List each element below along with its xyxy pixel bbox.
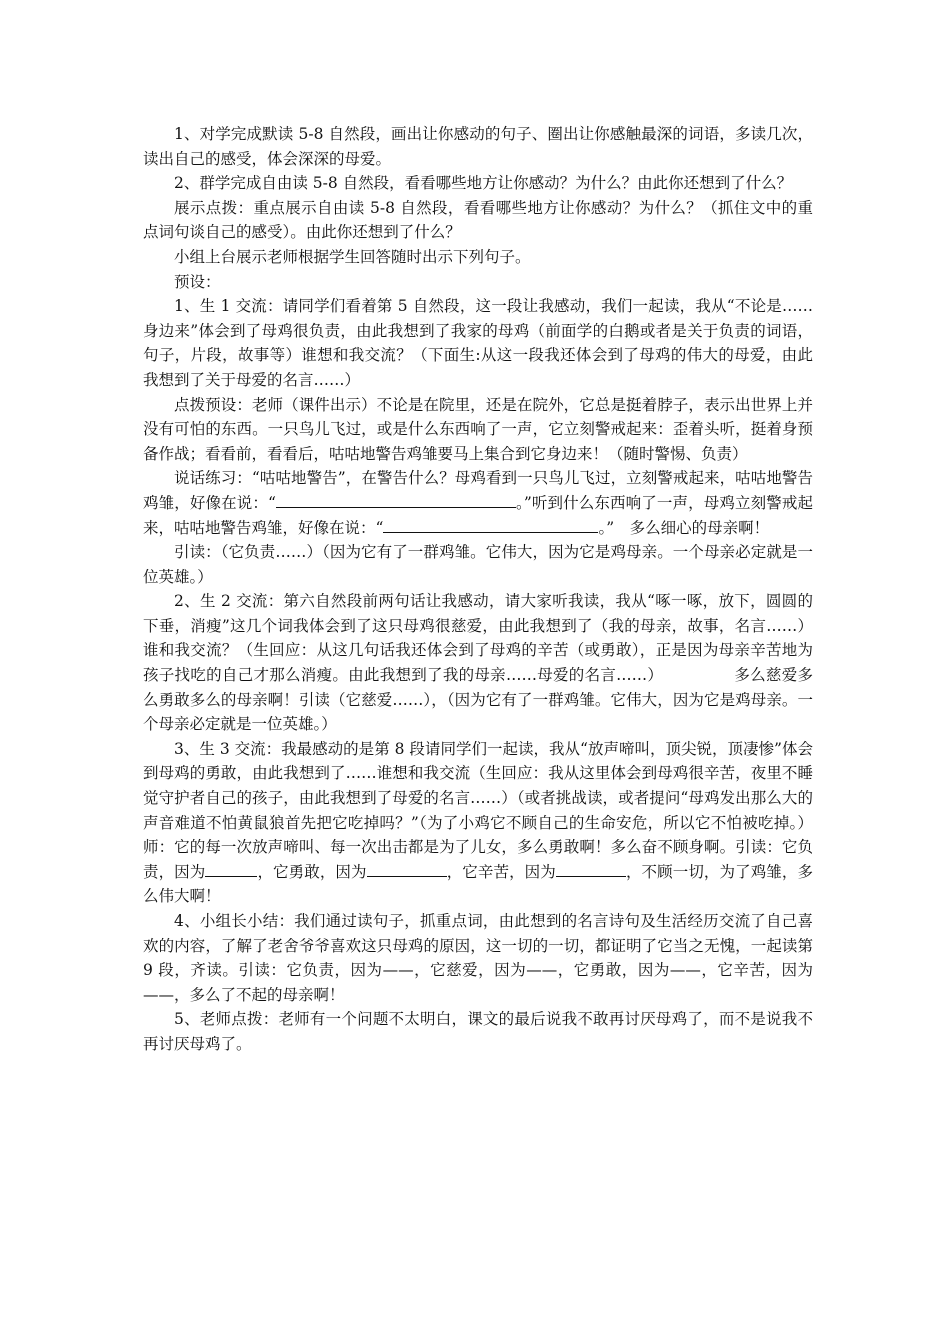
paragraph-9: 2、生 2 交流：第六自然段前两句话让我感动，请大家听我读，我从“啄一啄，放下，圆圆的下垂，消瘦”这几个词我体会到了这只母鸡很慈爱，由此我想到了（我的母亲，故事，名言……）谁和我交流？（生回应：从这几句话我还体会到了母鸡的辛苦（或勇敢），正是因为母亲辛苦地为孩子找吃的自己才那么消瘦。由此我想到了我的母亲……母爱的名言……） 多么慈爱多么勇敢多么的母亲啊！引读（它慈爱……），（因为它有了一群鸡雏。它伟大，因为它是鸡母亲。一个母亲必定就是一位英雄。） <box>143 592 813 734</box>
speech-practice-text-1: 说话练习：“咕咕地警告”，在警告什么？母鸡看到一只鸟儿飞过，立刻警戒起来，咕咕地警告鸡雏，好像在说：“ <box>143 469 813 512</box>
speech-practice-text-2: 。”听到什么东西响了一声，母鸡立刻警戒起来，咕咕地警告鸡雏，好像在说：“ <box>143 493 813 537</box>
fill-blank <box>367 860 447 877</box>
para3-text-3: ，它辛苦，因为 <box>446 862 556 881</box>
para3-text-1: 3、生 3 交流：我最感动的是第 8 段请同学们一起读，我从“放声啼叫，顶尖锐，顶凄惨”体会到母鸡的勇敢，由此我想到了……谁想和我交流（生回应：我从这里体会到母鸡很辛苦，夜里不睡觉守护者自己的孩子，由此我想到了母爱的名言……）（或者挑战读，或者提问“母鸡发出那么大的声音难道不怕黄鼠狼首先把它吃掉吗？”（为了小鸡它不顾自己的生命安危，所以它不怕被吃掉。）师：它的每一次放声啼叫、每一次出击都是为了儿女，多么勇敢啊！多么奋不顾身啊。引读：它负责，因为 <box>143 739 813 881</box>
paragraph-2: 2、群学完成自由读 5-8 自然段，看看哪些地方让你感动？为什么？由此你还想到了什么？ <box>174 174 793 193</box>
para3-text-2: ，它勇敢，因为 <box>257 862 367 881</box>
fill-blank <box>276 491 516 508</box>
paragraph-4: 小组上台展示老师根据学生回答随时出示下列句子。 <box>174 247 531 266</box>
fill-blank <box>383 516 598 533</box>
speech-practice-paragraph <box>143 466 813 540</box>
paragraph-10 <box>143 737 813 909</box>
speech-practice-text-3: 。” 多么细心的母亲啊！ <box>598 518 770 537</box>
paragraph-8: 引读：（它负责……）（因为它有了一群鸡雏。它伟大，因为它是鸡母亲。一个母亲必定就是一位英雄。） <box>143 543 813 586</box>
paragraph-11: 4、小组长小结：我们通过读句子，抓重点词，由此想到的名言诗句及生活经历交流了自己喜欢的内容，了解了老舍爷爷喜欢这只母鸡的原因，这一切的一切，都证明了它当之无愧，一起读第 9 段，齐读。引读：它负责，因为——，它慈爱，因为——，它勇敢，因为——，它辛苦，因为——，多么了不起的母亲啊！ <box>143 912 813 1004</box>
paragraph-7: 点拨预设：老师（课件出示）不论是在院里，还是在院外，它总是挺着脖子，表示出世界上并没有可怕的东西。一只鸟儿飞过，或是什么东西响了一声，它立刻警戒起来：歪着头听，挺着身预备作战；看看前，看看后，咕咕地警告鸡雏要马上集合到它身边来！（随时警惕、负责） <box>143 395 813 463</box>
document-page <box>143 122 813 1057</box>
para3-text-4: ，不顾一切，为了鸡雏，多么伟大啊！ <box>143 862 813 906</box>
paragraph-12: 5、老师点拨：老师有一个问题不太明白，课文的最后说我不敢再讨厌母鸡了，而不是说我不再讨厌母鸡了。 <box>143 1010 813 1053</box>
paragraph-3: 展示点拨：重点展示自由读 5-8 自然段，看看哪些地方让你感动？为什么？（抓住文中的重点词句谈自己的感受）。由此你还想到了什么？ <box>143 198 813 242</box>
paragraph-1: 1、对学完成默读 5-8 自然段，画出让你感动的句子、圈出让你感触最深的词语，多读几次，读出自己的感受，体会深深的母爱。 <box>143 125 813 168</box>
paragraph-6: 1、生 1 交流：请同学们看着第 5 自然段，这一段让我感动，我们一起读，我从“不论是……身边来”体会到了母鸡很负责，由此我想到了我家的母鸡（前面学的白鹅或者是关于负责的词语，句子，片段，故事等）谁想和我交流？（下面生:从这一段我还体会到了母鸡的伟大的母爱，由此我想到了关于母爱的名言……） <box>143 297 813 389</box>
paragraph-5: 预设： <box>174 272 221 291</box>
fill-blank <box>205 860 257 877</box>
fill-blank <box>556 860 626 877</box>
